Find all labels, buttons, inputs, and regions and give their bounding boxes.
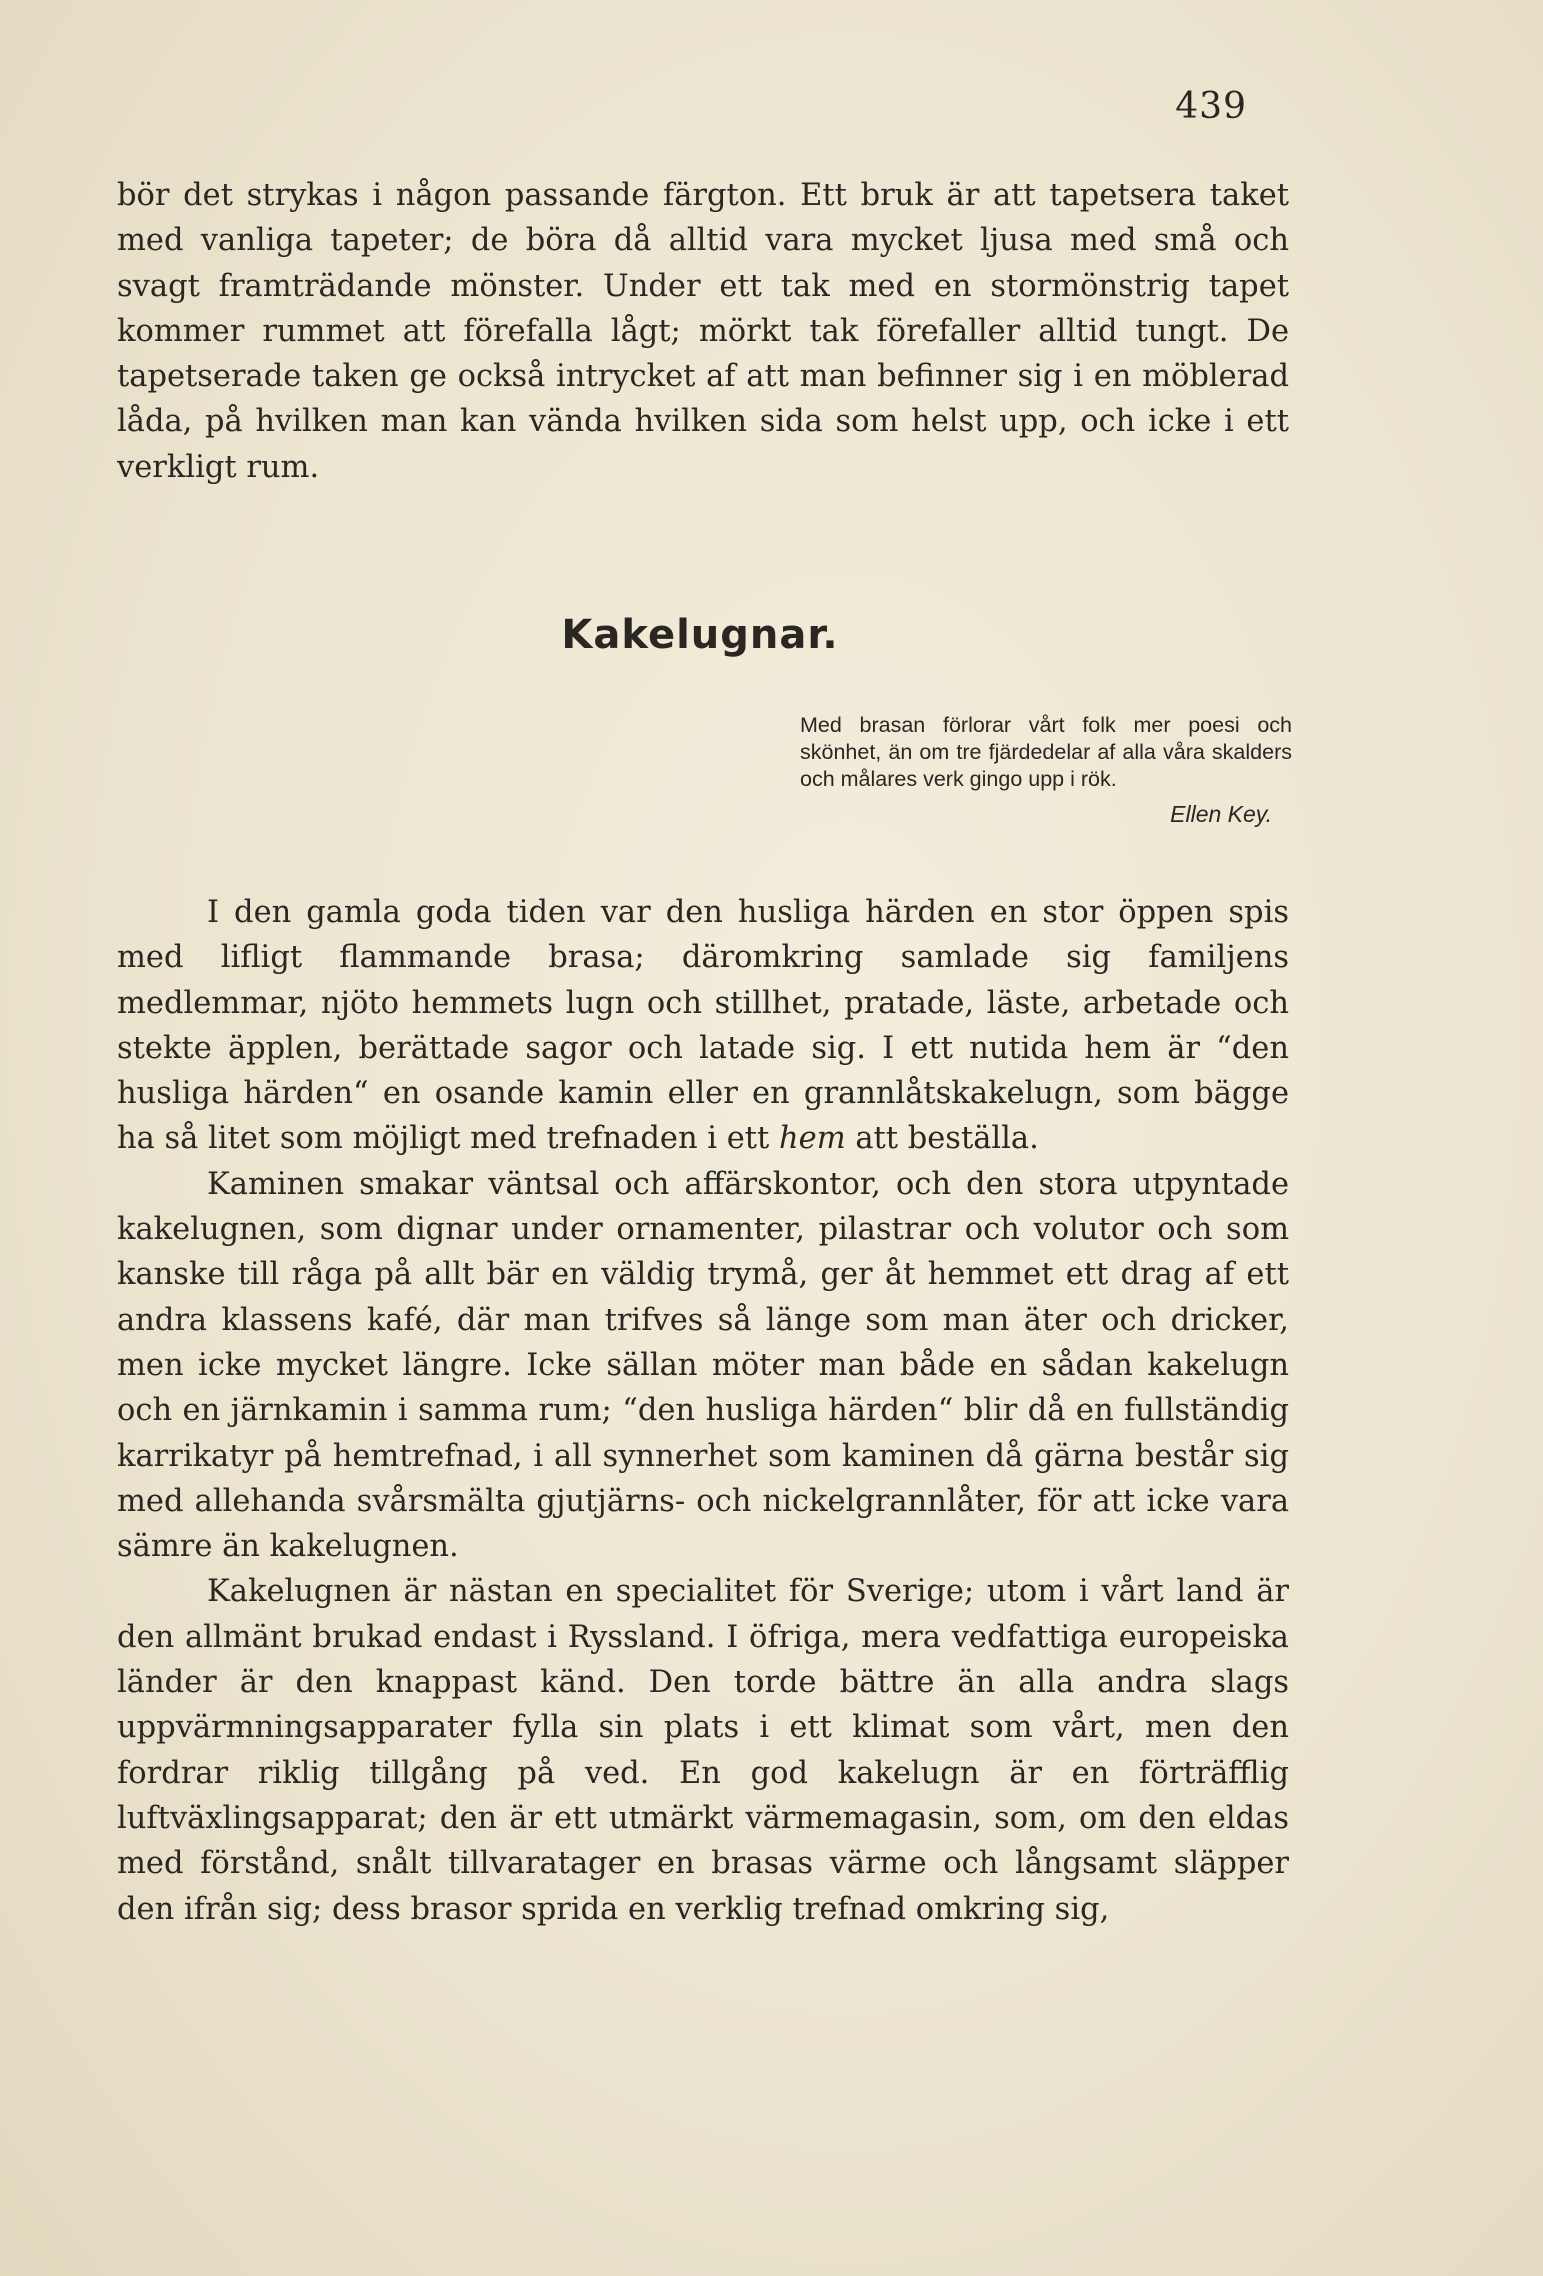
epigraph-author: Ellen Key. (1170, 801, 1272, 827)
section-heading: Kakelugnar. (561, 612, 839, 658)
paragraph-3: Kakelugnen är nästan en specialitet för Sverige; utom i vårt land är den allmänt brukad endast i Ryssland. I öfriga, mera vedfattiga europeiska länder är den knappast känd. Den torde bättre än alla andra slags uppvärmningsapparater fylla sin plats i ett klimat som vårt, men den fordrar riklig tillgång på ved. En god kakelugn är en förträfflig luftväxlingsapparat; den är ett utmärkt värmemagasin, som, om den eldas med förstånd, snålt tillvaratager en brasas värme och långsamt släpper den ifrån sig; dess brasor sprida en verklig trefnad omkring sig, (117, 1574, 1289, 1927)
paragraph-1-text-a: I den gamla goda tiden var den husliga härden en stor öppen spis med lifligt flammande brasa; däromkring samlade sig familjens medlemmar, njöto hemmets lugn och stillhet, pratade, läste, arbetade och stekte äpplen, berättade sagor och latade sig. I ett nutida hem är “den husliga härden“ en osande kamin eller en grannlåtskakelugn, som bägge ha så litet som möjligt med trefnaden i ett (117, 895, 1289, 1157)
paragraph-1-italic-word: hem (779, 1121, 846, 1157)
epigraph-text: Med brasan förlorar vårt folk mer poesi och skönhet, än om tre fjärdedelar af alla våra skalders och målares verk gingo upp i rök. (800, 713, 1292, 791)
paragraph-1-text-b: att beställa. (845, 1121, 1039, 1157)
page-number: 439 (1175, 86, 1247, 127)
top-text-block (117, 173, 1289, 490)
paragraph-2: Kaminen smakar väntsal och affärskontor, och den stora utpyntade kakelugnen, som dignar under ornamenter, pilastrar och volutor och som kanske till råga på allt bär en väldig trymå, ger åt hemmet ett drag af ett andra klassens kafé, där man trifves så länge som man äter och dricker, men icke mycket längre. Icke sällan möter man både en sådan kakelugn och en järnkamin i samma rum; “den husliga härden“ blir då en fullständig karrikatyr på hemtrefnad, i all synnerhet som kaminen då gärna består sig med allehanda svårsmälta gjutjärns- och nickelgrannlåter, för att icke vara sämre än kakelugnen. (117, 1166, 1289, 1565)
paragraph-1 (117, 890, 1289, 1162)
epigraph (800, 712, 1292, 828)
top-paragraph: bör det strykas i någon passande färgton. Ett bruk är att tapetsera taket med vanliga tapeter; de böra då alltid vara mycket ljusa med små och svagt framträdande mönster. Under ett tak med en stormönstrig tapet kommer rummet att förefalla lågt; mörkt tak förefaller alltid tungt. De tapetserade taken ge också intrycket af att man befinner sig i en möblerad låda, på hvilken man kan vända hvilken sida som helst upp, och icke i ett verkligt rum. (117, 178, 1289, 485)
main-text-block (117, 890, 1289, 1932)
